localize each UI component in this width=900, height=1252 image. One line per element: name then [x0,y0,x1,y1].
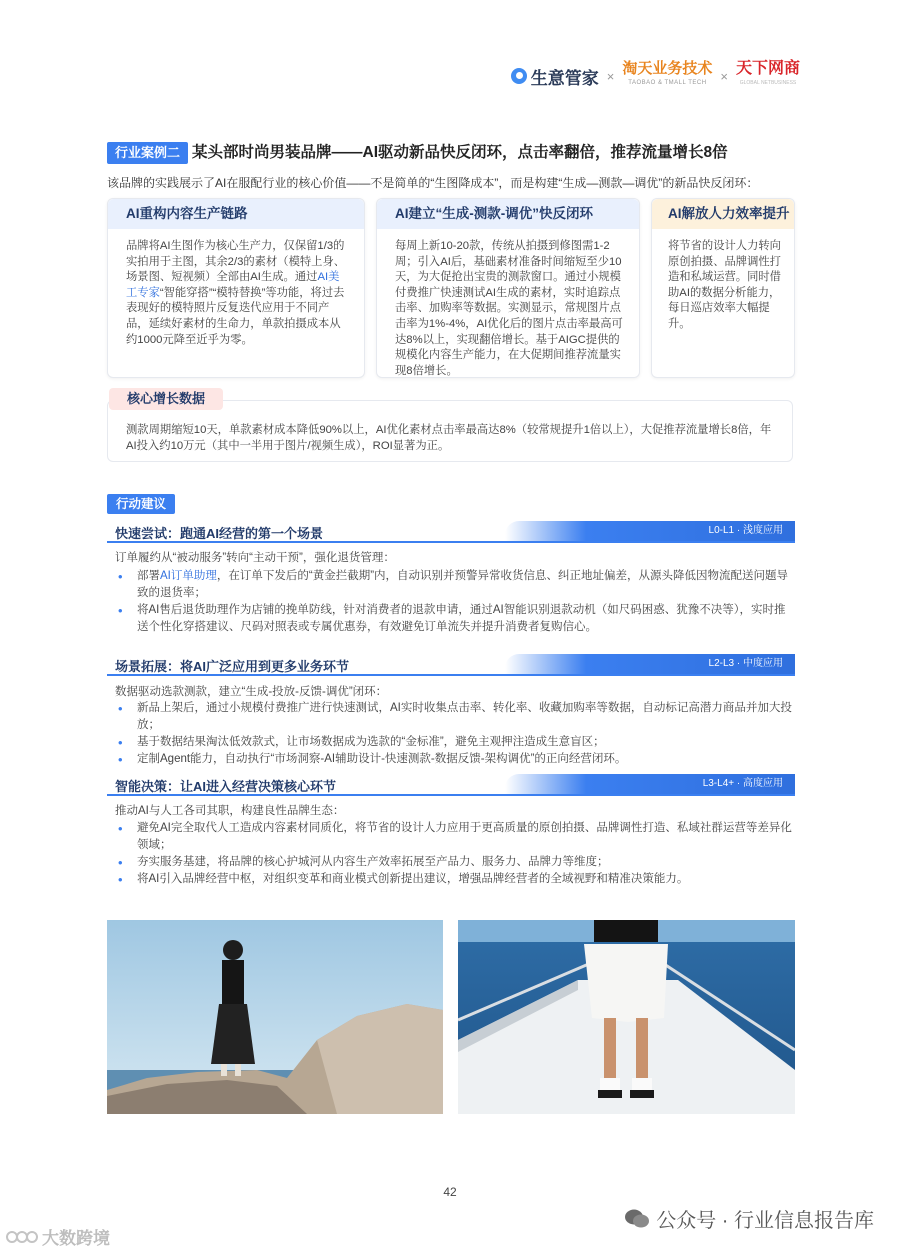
wechat-icon [624,1208,650,1230]
corner-logo-icon [6,1229,38,1245]
bullet-text: 部署 [137,570,160,582]
tianxia-logo [736,62,800,90]
section-intro: 订单履约从“被动服务”转向“主动干预”，强化退货管理： [115,552,395,564]
shengyi-logo-icon [511,68,527,84]
case-tag: 行业案例二 [107,142,188,164]
card-body-text: “智能穿搭”“模特替换”等功能，将过去表现好的模特照片反复迭代应用于不同产品，延续好素材的生命力，单款拍摄成本从约1000元降至近乎为零。 [126,286,345,346]
bullet-text: 将AI售后退货助理作为店铺的挽单防线，针对消费者的退款申请，通过AI智能识别退款动机（如尺码困惑、犹豫不决等），实时推送个性化穿搭建议、尺码对照表或专属优惠券，有效避免订单流失并提升消费者复购信心。 [137,604,786,633]
taotian-logo [622,62,712,90]
bullet-text: 新品上架后，通过小规模付费推广进行快速测试，AI实时收集点击率、转化率、收藏加购率等数据，自动标记高潜力商品并加大投放； [137,702,792,731]
taotian-logo-text: 淘天业务技术 [622,60,713,77]
tianxia-logo-text: 天下网商 [735,60,800,77]
card-content-production [107,198,365,378]
card-body-text: 品牌将AI生图作为核心生产力，仅保留1/3的实拍用于主图，其余2/3的素材（模特上身、场景图、短视频）全部由AI生成。通过 [126,240,346,284]
bullet-text: 定制Agent能力，自动执行“市场洞察-AI辅助设计-快速测款-数据反馈-架构调优”的正向经营闭环。 [137,753,627,765]
bullet-text: 避免AI完全取代人工造成内容素材同质化，将节省的设计人力应用于更高质量的原创拍摄、品牌调性打造、私域社群运营等差异化领域； [137,822,792,851]
shengyi-logo-text: 生意管家 [530,68,599,88]
bullet-list [115,700,795,768]
logo-separator: × [720,68,728,84]
section-intro: 推动AI与人工各司其职，构建良性品牌生态： [115,805,345,817]
wechat-watermark [624,1204,874,1233]
corner-watermark-text: 大数跨境 [42,1229,110,1248]
list-item [115,568,795,602]
section-header [107,521,795,543]
card-title: AI解放人力效率提升 [652,199,794,229]
core-data-box: 测款周期缩短10天，单款素材成本降低90%以上，AI优化素材点击率最高达8%（较常规提升1倍以上），大促推荐流量增长8倍，年AI投入约10万元（其中一半用于图片/视频生成），ROI显著为正。 [107,400,793,462]
photo-model-on-yacht [458,920,795,1114]
section-intro: 数据驱动选款测款，建立“生成-投放-反馈-调优”闭环： [115,686,388,698]
bullet-text: 将AI引入品牌经营中枢，对组织变革和商业模式创新提出建议，增强品牌经营者的全域视野和精准决策能力。 [137,873,689,885]
level-badge: L0-L1 · 浅度应用 [505,521,795,541]
card-fast-loop [376,198,640,378]
level-badge: L2-L3 · 中度应用 [505,654,795,674]
card-body: 每周上新10-20款，传统从拍摄到修图需1-2周；引入AI后，基础素材准备时间缩短至少10天，为大促抢出宝贵的测款窗口。通过小规模付费推广快速测试AI生成的素材，实时追踪点击率、加购率等数据。实测显示，常规图片点击率为1%-4%，AI优化后的图片点击率最高可达8%以上，实现翻倍增长。基于AIGC提供的规模化内容生产能力，在大促期间推荐流量实现8倍增长。 [395,240,623,377]
case-intro: 该品牌的实践展示了AI在服配行业的核心价值——不是简单的“生图降成本”，而是构建“生成—测款—调优”的新品快反闭环： [107,176,759,190]
photo-model-on-rocks [107,920,443,1114]
wechat-watermark-text: 公众号 · 行业信息报告库 [656,1210,874,1232]
bullet-list [115,568,795,636]
corner-watermark [6,1224,110,1249]
bullet-list [115,820,795,888]
list-item [115,700,795,734]
case-title: 某头部时尚男装品牌——AI驱动新品快反闭环，点击率翻倍，推荐流量增长8倍 [192,144,728,161]
section-title: 场景拓展：将AI广泛应用到更多业务环节 [115,659,350,674]
action-tag: 行动建议 [107,494,175,514]
section-header [107,654,795,676]
card-title: AI重构内容生产链路 [108,199,364,229]
bullet-text: 夯实服务基建，将品牌的核心护城河从内容生产效率拓展至产品力、服务力、品牌力等维度； [137,856,609,868]
section-title: 快速尝试：跑通AI经营的第一个场景 [115,526,324,541]
shengyi-logo [511,64,599,89]
list-item [115,820,795,854]
level-badge: L3-L4+ · 高度应用 [505,774,795,794]
page-number: 42 [443,1185,457,1199]
photo-model-on-yacht-image [458,920,795,1114]
list-item [115,734,795,751]
section-title: 智能决策：让AI进入经营决策核心环节 [115,779,337,794]
section-header [107,774,795,796]
ai-designer-link[interactable]: AI美工专家 [126,271,340,299]
list-item [115,854,795,871]
photo-model-on-rocks-image [107,920,443,1114]
partner-logos [511,62,800,90]
card-body [108,229,364,348]
card-body: 将节省的设计人力转向原创拍摄、品牌调性打造和私域运营。同时借助AI的数据分析能力，每日巡店效率大幅提升。 [668,240,781,330]
card-efficiency [651,198,795,378]
bullet-text: 基于数据结果淘汰低效款式，让市场数据成为选款的“金标准”，避免主观押注造成生意盲区； [137,736,605,748]
core-data-tag: 核心增长数据 [109,388,223,410]
tianxia-logo-subtext: GLOBAL NETBUSINESS [739,80,797,86]
logo-separator: × [606,68,615,84]
list-item [115,871,795,888]
list-item [115,751,795,768]
card-title: AI建立“生成-测款-调优”快反闭环 [377,199,639,229]
ai-order-assistant-link[interactable]: AI订单助理 [160,570,217,582]
bullet-text: ，在订单下发后的“黄金拦截期”内，自动识别并预警异常收货信息、纠正地址偏差，从源头降低因物流配送问题导致的退货率； [137,570,789,599]
taotian-logo-subtext: TAOBAO & TMALL TECH [628,80,707,86]
list-item [115,602,795,636]
